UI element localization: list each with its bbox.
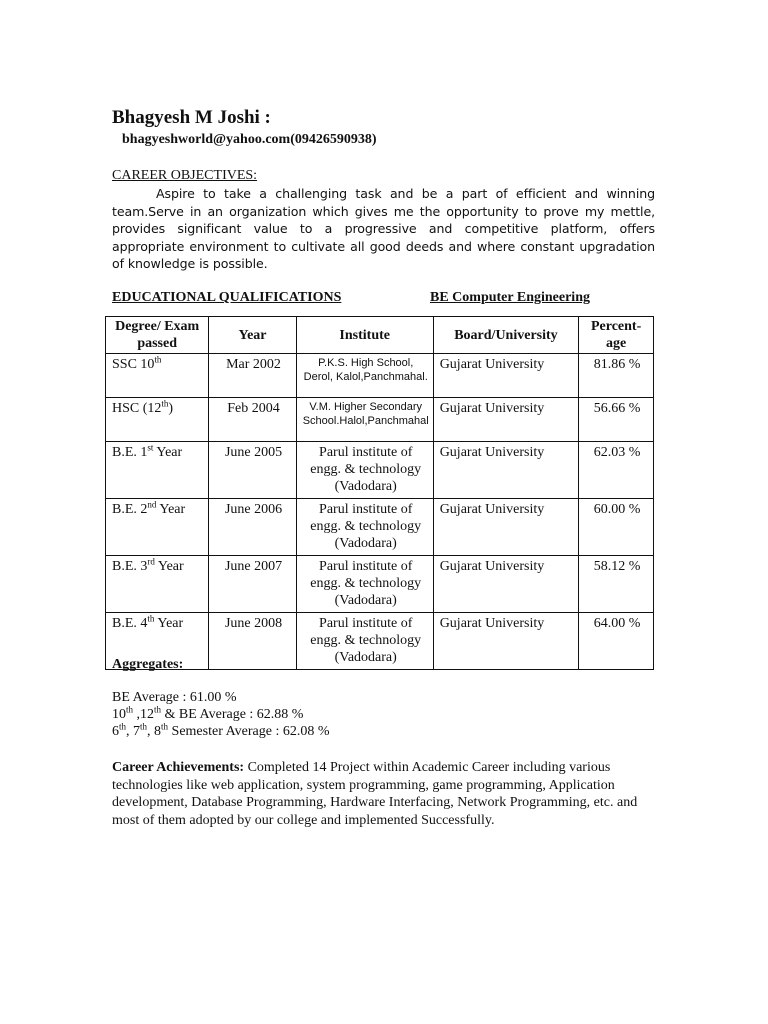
exam-cell: B.E. 4th Year [106,613,209,670]
career-achievements [112,759,657,829]
percentage-cell: 81.86 % [579,354,654,398]
column-header-year: Year [209,317,296,354]
table-header-row [106,317,654,354]
table-row [106,398,654,442]
board-cell: Gujarat University [433,499,579,556]
education-heading: EDUCATIONAL QUALIFICATIONS [112,290,342,305]
table-row [106,613,654,670]
table-row [106,556,654,613]
table-row [106,499,654,556]
year-cell: June 2006 [209,499,296,556]
board-cell: Gujarat University [433,442,579,499]
board-cell: Gujarat University [433,556,579,613]
year-cell: Mar 2002 [209,354,296,398]
institute-cell: P.K.S. High School, Derol, Kalol,Panchmahal. [296,354,433,398]
institute-cell: Parul institute of engg. & technology (Vadodara) [296,613,433,670]
institute-cell: Parul institute of engg. & technology (Vadodara) [296,499,433,556]
be-average: BE Average : 61.00 % [112,690,237,705]
percentage-cell: 62.03 % [579,442,654,499]
institute-cell: Parul institute of engg. & technology (Vadodara) [296,556,433,613]
year-cell: Feb 2004 [209,398,296,442]
percentage-cell: 58.12 % [579,556,654,613]
aggregates-heading: Aggregates: [112,657,184,672]
institute-cell: V.M. Higher Secondary School.Halol,Panchmahal [296,398,433,442]
semester-average: 6th, 7th, 8th Semester Average : 62.08 % [112,721,330,739]
board-cell: Gujarat University [433,398,579,442]
column-header-degree: Degree/ Exam passed [106,317,209,354]
table-row [106,442,654,499]
exam-cell: B.E. 1st Year [106,442,209,499]
candidate-name: Bhagyesh M Joshi : [112,107,271,128]
degree-title: BE Computer Engineering [430,290,590,305]
board-cell: Gujarat University [433,613,579,670]
table-row [106,354,654,398]
board-cell: Gujarat University [433,354,579,398]
column-header-institute: Institute [296,317,433,354]
combined-average: 10th ,12th & BE Average : 62.88 % [112,704,304,722]
achievements-text: Completed 14 Project within Academic Career including various technologies like web application, system programming, game programming, Application development, Database Programming, Hardware Interfacing, Network Programming, etc. and most of them adopted by our college and implemented Successfully. [112,760,638,828]
year-cell: June 2008 [209,613,296,670]
exam-cell: HSC (12th) [106,398,209,442]
percentage-cell: 56.66 % [579,398,654,442]
column-header-board: Board/University [433,317,579,354]
career-objectives-heading: CAREER OBJECTIVES: [112,168,258,183]
percentage-cell: 64.00 % [579,613,654,670]
exam-cell: B.E. 2nd Year [106,499,209,556]
institute-cell: Parul institute of engg. & technology (Vadodara) [296,442,433,499]
column-header-percentage: Percent-age [579,317,654,354]
contact-info: bhagyeshworld@yahoo.com(09426590938) [122,132,377,147]
year-cell: June 2005 [209,442,296,499]
percentage-cell: 60.00 % [579,499,654,556]
exam-cell: SSC 10th [106,354,209,398]
year-cell: June 2007 [209,556,296,613]
achievements-label: Career Achievements: [112,760,245,775]
education-table [105,316,654,670]
career-objectives-text: Aspire to take a challenging task and be a part of efficient and winning team.Serve in an organization which gives me the opportunity to prove my mettle, provides significant value to a progressive and competitive platform, offers appropriate environment to cultivate all good deeds and where constant upgradation of knowledge is possible. [112,186,655,271]
exam-cell: B.E. 3rd Year [106,556,209,613]
